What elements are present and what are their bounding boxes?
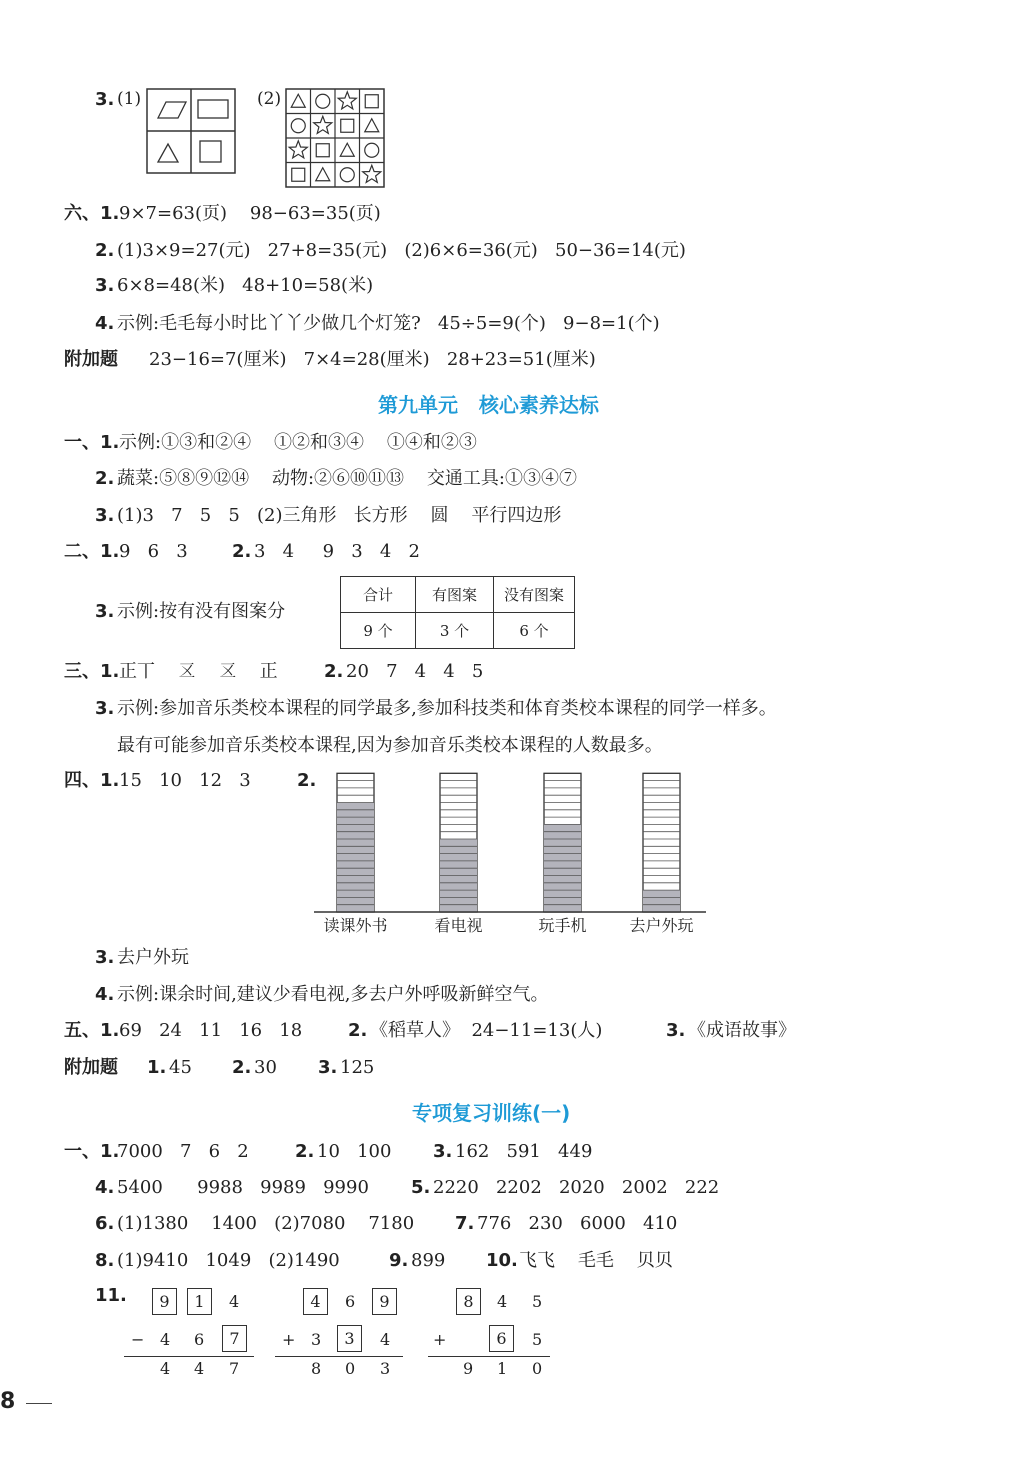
six-q3-text: 6×8=48(米) 48+10=58(米) [117,275,374,296]
unit9-s2-q3: 示例:按有没有图案分 [117,601,286,622]
unit9-s3-label: 三、1. [64,661,120,682]
unit9-s2-q3-label: 3. [95,601,115,622]
calc1-result-digit: 4 [160,1359,171,1378]
unit9-s1-q1: 示例:①③和②④ ①②和③④ ①④和②③ [119,432,477,453]
unit9-s1-q3: (1)3 7 5 5 (2)三角形 长方形 圆 平行四边形 [117,505,562,526]
unit9-s3-q2-label: 2. [324,661,344,682]
unit9-extra-q1-label: 1. [147,1057,167,1078]
review-q9: 899 [411,1250,446,1271]
q3-part2-grid [285,88,385,188]
six-q3-label: 3. [95,275,115,296]
table-header-pattern: 有图案 [416,577,494,613]
unit9-s1-label: 一、1. [64,432,120,453]
unit9-extra-q3-label: 3. [318,1057,338,1078]
calc1-top-digit: 1 [187,1288,212,1315]
calc1-bottom-digit: 7 [222,1325,247,1352]
category-label: 看电视 [434,916,483,935]
footer-dash [26,1403,52,1404]
q3-part2-label: (2) [257,89,282,109]
unit9-s3-q3-line2: 最有可能参加音乐类校本课程,因为参加音乐类校本课程的人数最多。 [117,735,663,756]
calc1-bottom-digit: 6 [194,1330,205,1349]
bar [337,803,374,913]
calc2-operator: + [282,1330,296,1349]
category-label: 玩手机 [538,916,587,935]
star-icon [314,116,332,133]
circle-icon [316,94,330,108]
unit9-s4-q4-label: 4. [95,984,115,1005]
calc2-result-digit: 0 [345,1359,356,1378]
calc2-result-digit: 8 [311,1359,322,1378]
triangle-icon [365,119,379,132]
review-q10-label: 10. [486,1250,518,1271]
review-q2: 10 100 [317,1141,392,1162]
triangle-icon [340,143,354,156]
review-q10: 飞飞 毛毛 贝贝 [519,1250,673,1271]
review-q9-label: 9. [389,1250,409,1271]
q3-part1-label: (1) [117,89,142,109]
unit9-s5-q2: 《稻草人》 24−11=13(人) [370,1020,603,1041]
review-q6-label: 6. [95,1213,115,1234]
unit9-s2-q2: 3 4 9 3 4 2 [254,541,420,562]
six-q4-text: 示例:毛毛每小时比丫丫少做几个灯笼? 45÷5=9(个) 9−8=1(个) [117,313,660,334]
six-q1-text: 9×7=63(页) 98−63=35(页) [119,203,381,224]
calc3-rule [428,1356,550,1357]
calc3-result-digit: 0 [532,1359,543,1378]
table-cell-pattern: 3 个 [416,613,494,649]
rectangle-icon [198,100,228,118]
unit9-title: 第九单元 核心素养达标 [378,393,599,417]
unit9-s4-q1: 15 10 12 3 [119,770,251,791]
star-icon [338,92,356,109]
q3-part1-grid [146,88,236,174]
bar [643,890,680,912]
calc3-operator: + [433,1330,447,1349]
activity-bar-chart [310,768,710,940]
circle-icon [291,119,305,133]
triangle-icon [291,94,305,107]
unit9-s4-q2-label: 2. [297,770,317,791]
calc2-result-digit: 3 [380,1359,391,1378]
unit9-s3-q1: 正丅 𠄡 𠄡 正 [119,661,278,682]
circle-icon [340,168,354,182]
calc1-bottom-digit: 4 [160,1330,171,1349]
calc2-bottom-digit: 3 [337,1325,362,1352]
unit9-s3-q3-line1: 示例:参加音乐类校本课程的同学最多,参加科技类和体育类校本课程的同学一样多。 [117,698,777,719]
calc3-result-digit: 1 [497,1359,508,1378]
triangle-icon [316,168,330,181]
calc2-rule [275,1356,403,1357]
review-q5: 2220 2202 2020 2002 222 [433,1177,720,1198]
star-icon [289,141,307,158]
calc2-bottom-digit: 4 [380,1330,391,1349]
table-header-no-pattern: 没有图案 [494,577,575,613]
unit9-s5-q2-label: 2. [348,1020,368,1041]
calc2-top-digit: 4 [303,1288,328,1315]
calc1-operator: − [131,1330,145,1349]
unit9-s4-q4: 示例:课余时间,建议少看电视,多去户外呼吸新鲜空气。 [117,984,549,1005]
square-icon [316,144,329,157]
review-q1: 7000 7 6 2 [117,1141,249,1162]
unit9-s3-q2: 20 7 4 4 5 [346,661,484,682]
category-label: 读课外书 [323,916,388,935]
six-q1-label: 六、1. [64,203,120,224]
unit9-extra-q3: 125 [340,1057,375,1078]
review-q8: (1)9410 1049 (2)1490 [117,1250,340,1271]
circle-icon [365,143,379,157]
unit9-s4-q3-label: 3. [95,947,115,968]
six-extra-text: 23−16=7(厘米) 7×4=28(厘米) 28+23=51(厘米) [149,349,596,370]
calc2-top-digit: 6 [345,1292,356,1311]
unit9-s1-q3-label: 3. [95,505,115,526]
unit9-extra-label: 附加题 [64,1057,118,1078]
page-number: 8 [0,1389,16,1414]
review-s1-label: 一、1. [64,1141,120,1162]
calc1-result-digit: 7 [229,1359,240,1378]
review-q2-label: 2. [295,1141,315,1162]
six-q2-label: 2. [95,240,115,261]
parallelogram-icon [158,102,186,118]
category-label: 去户外玩 [629,916,694,935]
square-icon [365,95,378,108]
calc2-top-digit: 9 [372,1288,397,1315]
calc1-result-digit: 4 [194,1359,205,1378]
review-q6: (1)1380 1400 (2)7080 7180 [117,1213,415,1234]
calc3-top-digit: 5 [532,1292,543,1311]
star-icon [363,165,381,182]
review-q8-label: 8. [95,1250,115,1271]
calc1-rule [124,1356,254,1357]
review-q3: 162 591 449 [455,1141,593,1162]
unit9-s5-q3-label: 3. [666,1020,686,1041]
unit9-s1-q2-label: 2. [95,468,115,489]
square-icon [341,119,354,132]
six-q2-text: (1)3×9=27(元) 27+8=35(元) (2)6×6=36(元) 50−36=14(元) [117,240,686,261]
unit9-extra-q2: 30 [254,1057,277,1078]
unit9-s2-label: 二、1. [64,541,120,562]
square-icon [292,168,305,181]
triangle-icon [158,144,178,162]
review-title: 专项复习训练(一) [412,1101,571,1125]
review-q4-label: 4. [95,1177,115,1198]
review-q3-label: 3. [433,1141,453,1162]
unit9-s3-q3-label: 3. [95,698,115,719]
q3-label: 3. [95,89,115,110]
unit9-extra-q2-label: 2. [232,1057,252,1078]
calc3-bottom-digit: 5 [532,1330,543,1349]
unit9-s2-q2-label: 2. [232,541,252,562]
unit9-s5-q3: 《成语故事》 [688,1020,796,1041]
calc1-top-digit: 4 [229,1292,240,1311]
calc3-result-digit: 9 [463,1359,474,1378]
pattern-count-table [340,576,575,649]
calc3-top-digit: 8 [456,1288,481,1315]
calc3-top-digit: 4 [497,1292,508,1311]
unit9-s5-label: 五、1. [64,1020,120,1041]
review-q4: 5400 9988 9989 9990 [117,1177,369,1198]
table-cell-no-pattern: 6 个 [494,613,575,649]
six-q4-label: 4. [95,313,115,334]
review-q7: 776 230 6000 410 [477,1213,678,1234]
six-extra-label: 附加题 [64,349,118,370]
square-icon [200,141,221,162]
table-header-total: 合计 [341,577,416,613]
unit9-s1-q2: 蔬菜:⑤⑧⑨⑫⑭ 动物:②⑥⑩⑪⑬ 交通工具:①③④⑦ [117,468,577,489]
calc3-bottom-digit: 6 [489,1325,514,1352]
unit9-extra-q1: 45 [169,1057,192,1078]
review-q11-label: 11. [95,1285,127,1306]
review-q5-label: 5. [411,1177,431,1198]
unit9-s5-q1: 69 24 11 16 18 [119,1020,303,1041]
table-cell-total: 9 个 [341,613,416,649]
calc2-bottom-digit: 3 [311,1330,322,1349]
calc1-top-digit: 9 [152,1288,177,1315]
unit9-s4-label: 四、1. [64,770,120,791]
unit9-s2-q1: 9 6 3 [119,541,188,562]
unit9-s4-q3: 去户外玩 [117,947,189,968]
review-q7-label: 7. [455,1213,475,1234]
